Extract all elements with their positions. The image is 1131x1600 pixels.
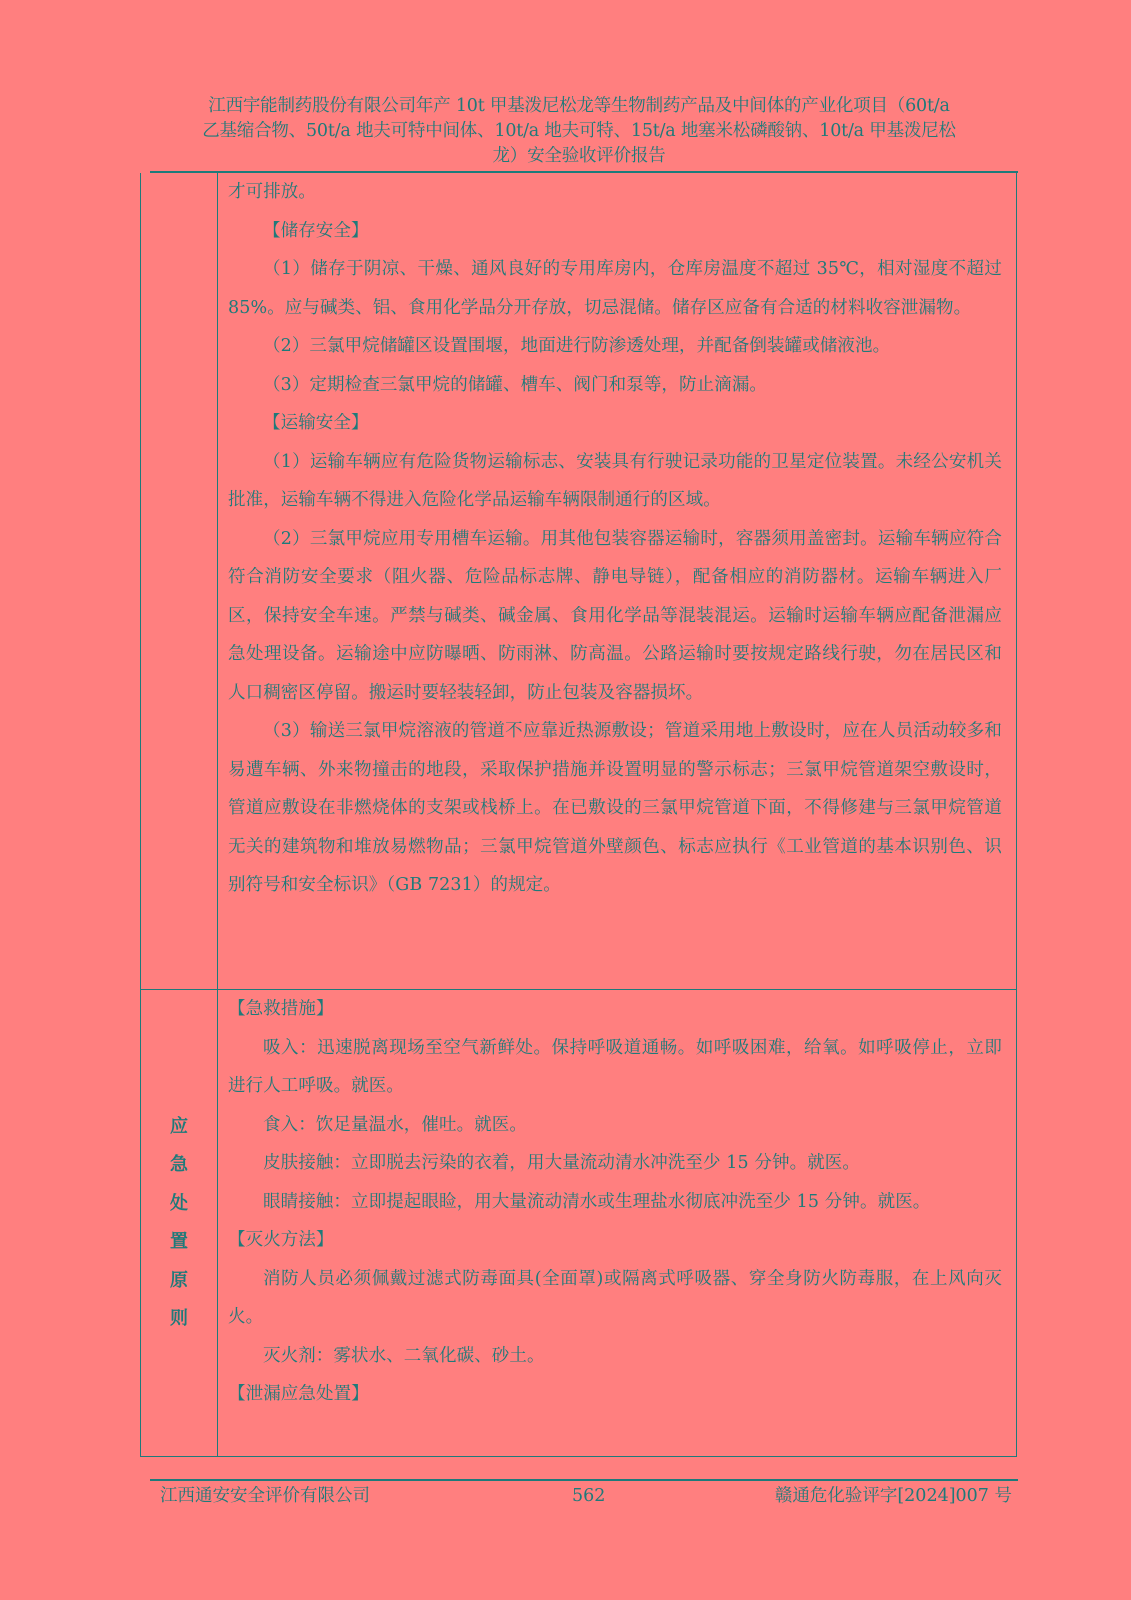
paragraph-firefighter-gear: 消防人员必须佩戴过滤式防毒面具(全面罩)或隔离式呼吸器、穿全身防火防毒服，在上风向灭火。 [228, 1268, 1002, 1327]
label-char: 应 [170, 1115, 188, 1137]
paragraph-inhalation: 吸入：迅速脱离现场至空气新鲜处。保持呼吸道通畅。如呼吸困难，给氧。如呼吸停止，立即进行人工呼吸。就医。 [228, 1037, 1002, 1096]
section-head-transport-safety: 【运输安全】 [263, 413, 369, 433]
row-label-emergency-principles [141, 990, 218, 1456]
label-char: 处 [170, 1192, 188, 1214]
footer-page-number: 562 [572, 1486, 606, 1506]
paragraph-transport-3: （3）输送三氯甲烷溶液的管道不应靠近热源敷设；管道采用地上敷设时，应在人员活动较多和易遭车辆、外来物撞击的地段，采取保护措施并设置明显的警示标志；三氯甲烷管道架空敷设时，管道应敷设在非燃烧体的支架或栈桥上。在已敷设的三氯甲烷管道下面，不得修建与三氯甲烷管道无关的建筑物和堆放易燃物品；三氯甲烷管道外壁颜色、标志应执行《工业管道的基本识别色、识别符号和安全标识》（GB 7231）的规定。 [228, 721, 1002, 895]
row-content-cell [218, 990, 1016, 1456]
section-head-firefighting: 【灭火方法】 [228, 1230, 334, 1250]
document-footer [160, 1481, 1018, 1511]
label-char: 置 [170, 1231, 188, 1252]
label-char: 原 [170, 1269, 188, 1291]
paragraph-storage-3: （3）定期检查三氯甲烷的储罐、槽车、阀门和泵等，防止滴漏。 [263, 374, 768, 395]
table-row-storage-transport [141, 173, 1016, 989]
paragraph-skin-contact: 皮肤接触：立即脱去污染的衣着，用大量流动清水冲洗至少 15 分钟。就医。 [263, 1153, 860, 1173]
paragraph-continuation: 才可排放。 [228, 182, 316, 202]
footer-company: 江西通安安全评价有限公司 [160, 1486, 370, 1506]
table-row-emergency-principles [141, 989, 1016, 1456]
paragraph-transport-1: （1）运输车辆应有危险货物运输标志、安装具有行驶记录功能的卫星定位装置。未经公安机关批准，运输车辆不得进入危险化学品运输车辆限制通行的区域。 [228, 451, 1002, 510]
label-char: 则 [170, 1308, 188, 1329]
row-label-cell-empty [141, 173, 218, 989]
section-head-first-aid: 【急救措施】 [228, 999, 334, 1019]
section-head-spill-response: 【泄漏应急处置】 [228, 1384, 369, 1404]
paragraph-extinguishing-agents: 灭火剂：雾状水、二氧化碳、砂土。 [263, 1345, 545, 1366]
paragraph-ingestion: 食入：饮足量温水，催吐。就医。 [263, 1114, 527, 1135]
paragraph-storage-1: （1）储存于阴凉、干燥、通风良好的专用库房内，仓库房温度不超过 35℃，相对湿度不超过 85%。应与碱类、铝、食用化学品分开存放，切忌混储。储存区应备有合适的材料收容泄漏物。 [228, 259, 1002, 318]
paragraph-eye-contact: 眼睛接触：立即提起眼睑，用大量流动清水或生理盐水彻底冲洗至少 15 分钟。就医。 [263, 1191, 931, 1212]
header-title-line-1: 江西宇能制药股份有限公司年产 10t 甲基泼尼松龙等生物制药产品及中间体的产业化项目（60t/a [208, 96, 950, 116]
footer-doc-code: 赣通危化验评字[2024]007 号 [774, 1486, 1012, 1506]
header-title-line-3: 龙）安全验收评价报告 [492, 146, 666, 166]
section-head-storage-safety: 【储存安全】 [263, 220, 369, 241]
header-title-line-2: 乙基缩合物、50t/a 地夫可特中间体、10t/a 地夫可特、15t/a 地塞米松磷酸钠、10t/a 甲基泼尼松 [202, 121, 956, 141]
row-content-cell [218, 173, 1016, 989]
document-header [140, 94, 1018, 169]
paragraph-transport-2: （2）三氯甲烷应用专用槽车运输。用其他包装容器运输时，容器须用盖密封。运输车辆应符合符合消防安全要求（阻火器、危险品标志牌、静电导链），配备相应的消防器材。运输车辆进入厂区，保持安全车速。严禁与碱类、碱金属、食用化学品等混装混运。运输时运输车辆应配备泄漏应急处理设备。运输途中应防曝晒、防雨淋、防高温。公路运输时要按规定路线行驶，勿在居民区和人口稠密区停留。搬运时要轻装轻卸，防止包装及容器损坏。 [228, 528, 1002, 703]
label-char: 急 [170, 1154, 188, 1175]
paragraph-storage-2: （2）三氯甲烷储罐区设置围堰，地面进行防渗透处理，并配备倒装罐或储液池。 [263, 336, 891, 356]
safety-measures-table [140, 173, 1017, 1457]
